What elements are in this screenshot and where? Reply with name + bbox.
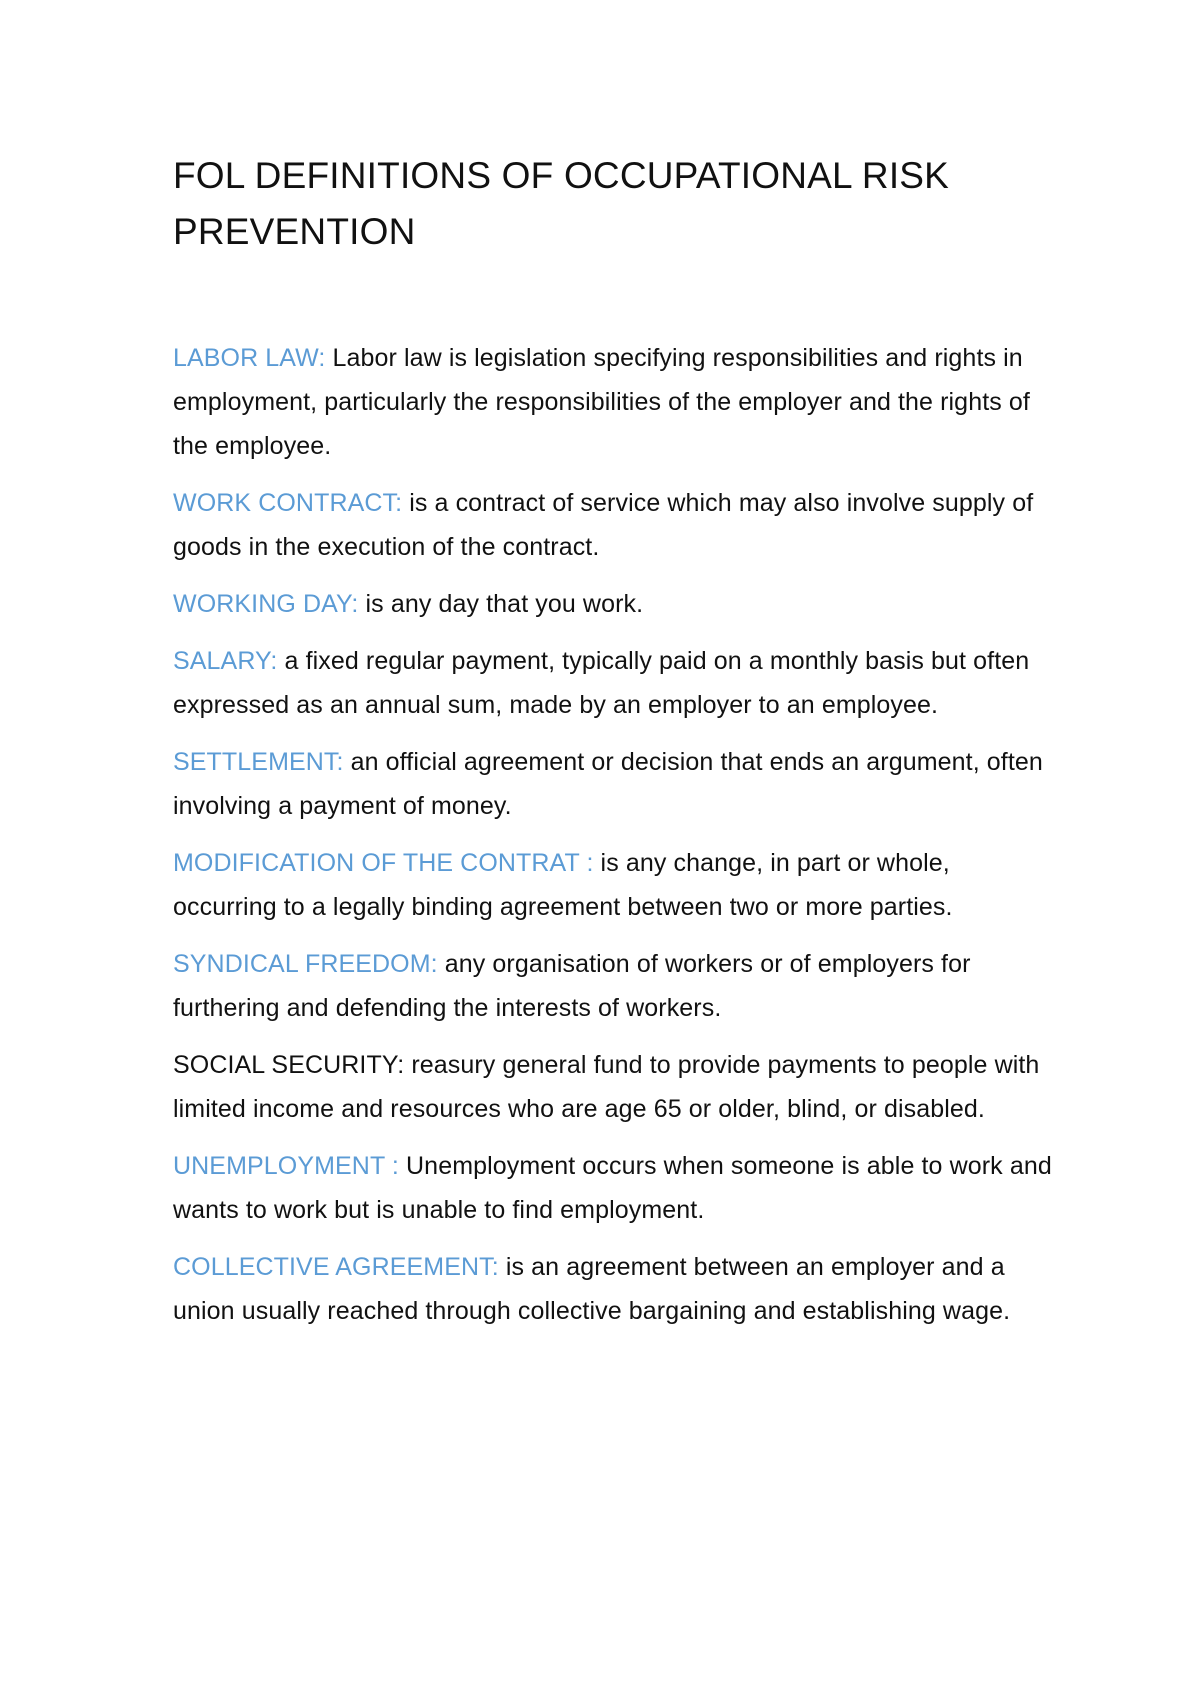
definition-unemployment: [173, 1144, 1053, 1232]
definition-collective-agreement: [173, 1245, 1053, 1333]
definition-term: LABOR LAW:: [173, 344, 326, 372]
document-title: FOL DEFINITIONS OF OCCUPATIONAL RISK PREVENTION: [173, 155, 950, 252]
definition-settlement: [173, 740, 1053, 828]
definition-text: Labor law is legislation specifying responsibilities and rights in employment, particularly the responsibilities of the employer and the rights of the employee.: [173, 344, 1030, 460]
definitions-list: [173, 336, 1053, 1346]
definition-text: an official agreement or decision that ends an argument, often involving a payment of money.: [173, 748, 1043, 820]
definition-text: reasury general fund to provide payments to people with limited income and resources who are age 65 or older, blind, or disabled.: [173, 1051, 1040, 1123]
definition-salary: [173, 639, 1053, 727]
definition-text: any organisation of workers or of employers for furthering and defending the interests of workers.: [173, 950, 971, 1022]
definition-social-security: [173, 1043, 1053, 1131]
definition-term: SOCIAL SECURITY:: [173, 1051, 405, 1079]
definition-labor-law: [173, 336, 1053, 468]
definition-syndical-freedom: [173, 942, 1053, 1030]
definition-term: COLLECTIVE AGREEMENT:: [173, 1253, 499, 1281]
definition-text: is an agreement between an employer and a union usually reached through collective bargaining and establishing wage.: [173, 1253, 1011, 1325]
definition-term: SALARY:: [173, 647, 278, 675]
definition-work-contract: [173, 481, 1053, 569]
definition-term: UNEMPLOYMENT :: [173, 1152, 399, 1180]
definition-text: is any change, in part or whole, occurring to a legally binding agreement between two or more parties.: [173, 849, 953, 921]
definition-text: a fixed regular payment, typically paid on a monthly basis but often expressed as an annual sum, made by an employer to an employee.: [173, 647, 1030, 719]
definition-text: is a contract of service which may also involve supply of goods in the execution of the contract.: [173, 489, 1034, 561]
definition-term: SYNDICAL FREEDOM:: [173, 950, 438, 978]
definition-modification-of-the-contract: [173, 841, 1053, 929]
definition-term: SETTLEMENT:: [173, 748, 344, 776]
definition-term: WORK CONTRACT:: [173, 489, 403, 517]
definition-text: is any day that you work.: [358, 590, 644, 618]
definition-working-day: [173, 582, 1053, 626]
definition-term: MODIFICATION OF THE CONTRAT :: [173, 849, 594, 877]
definition-text: Unemployment occurs when someone is able to work and wants to work but is unable to find employment.: [173, 1152, 1052, 1224]
definition-term: WORKING DAY:: [173, 590, 359, 618]
